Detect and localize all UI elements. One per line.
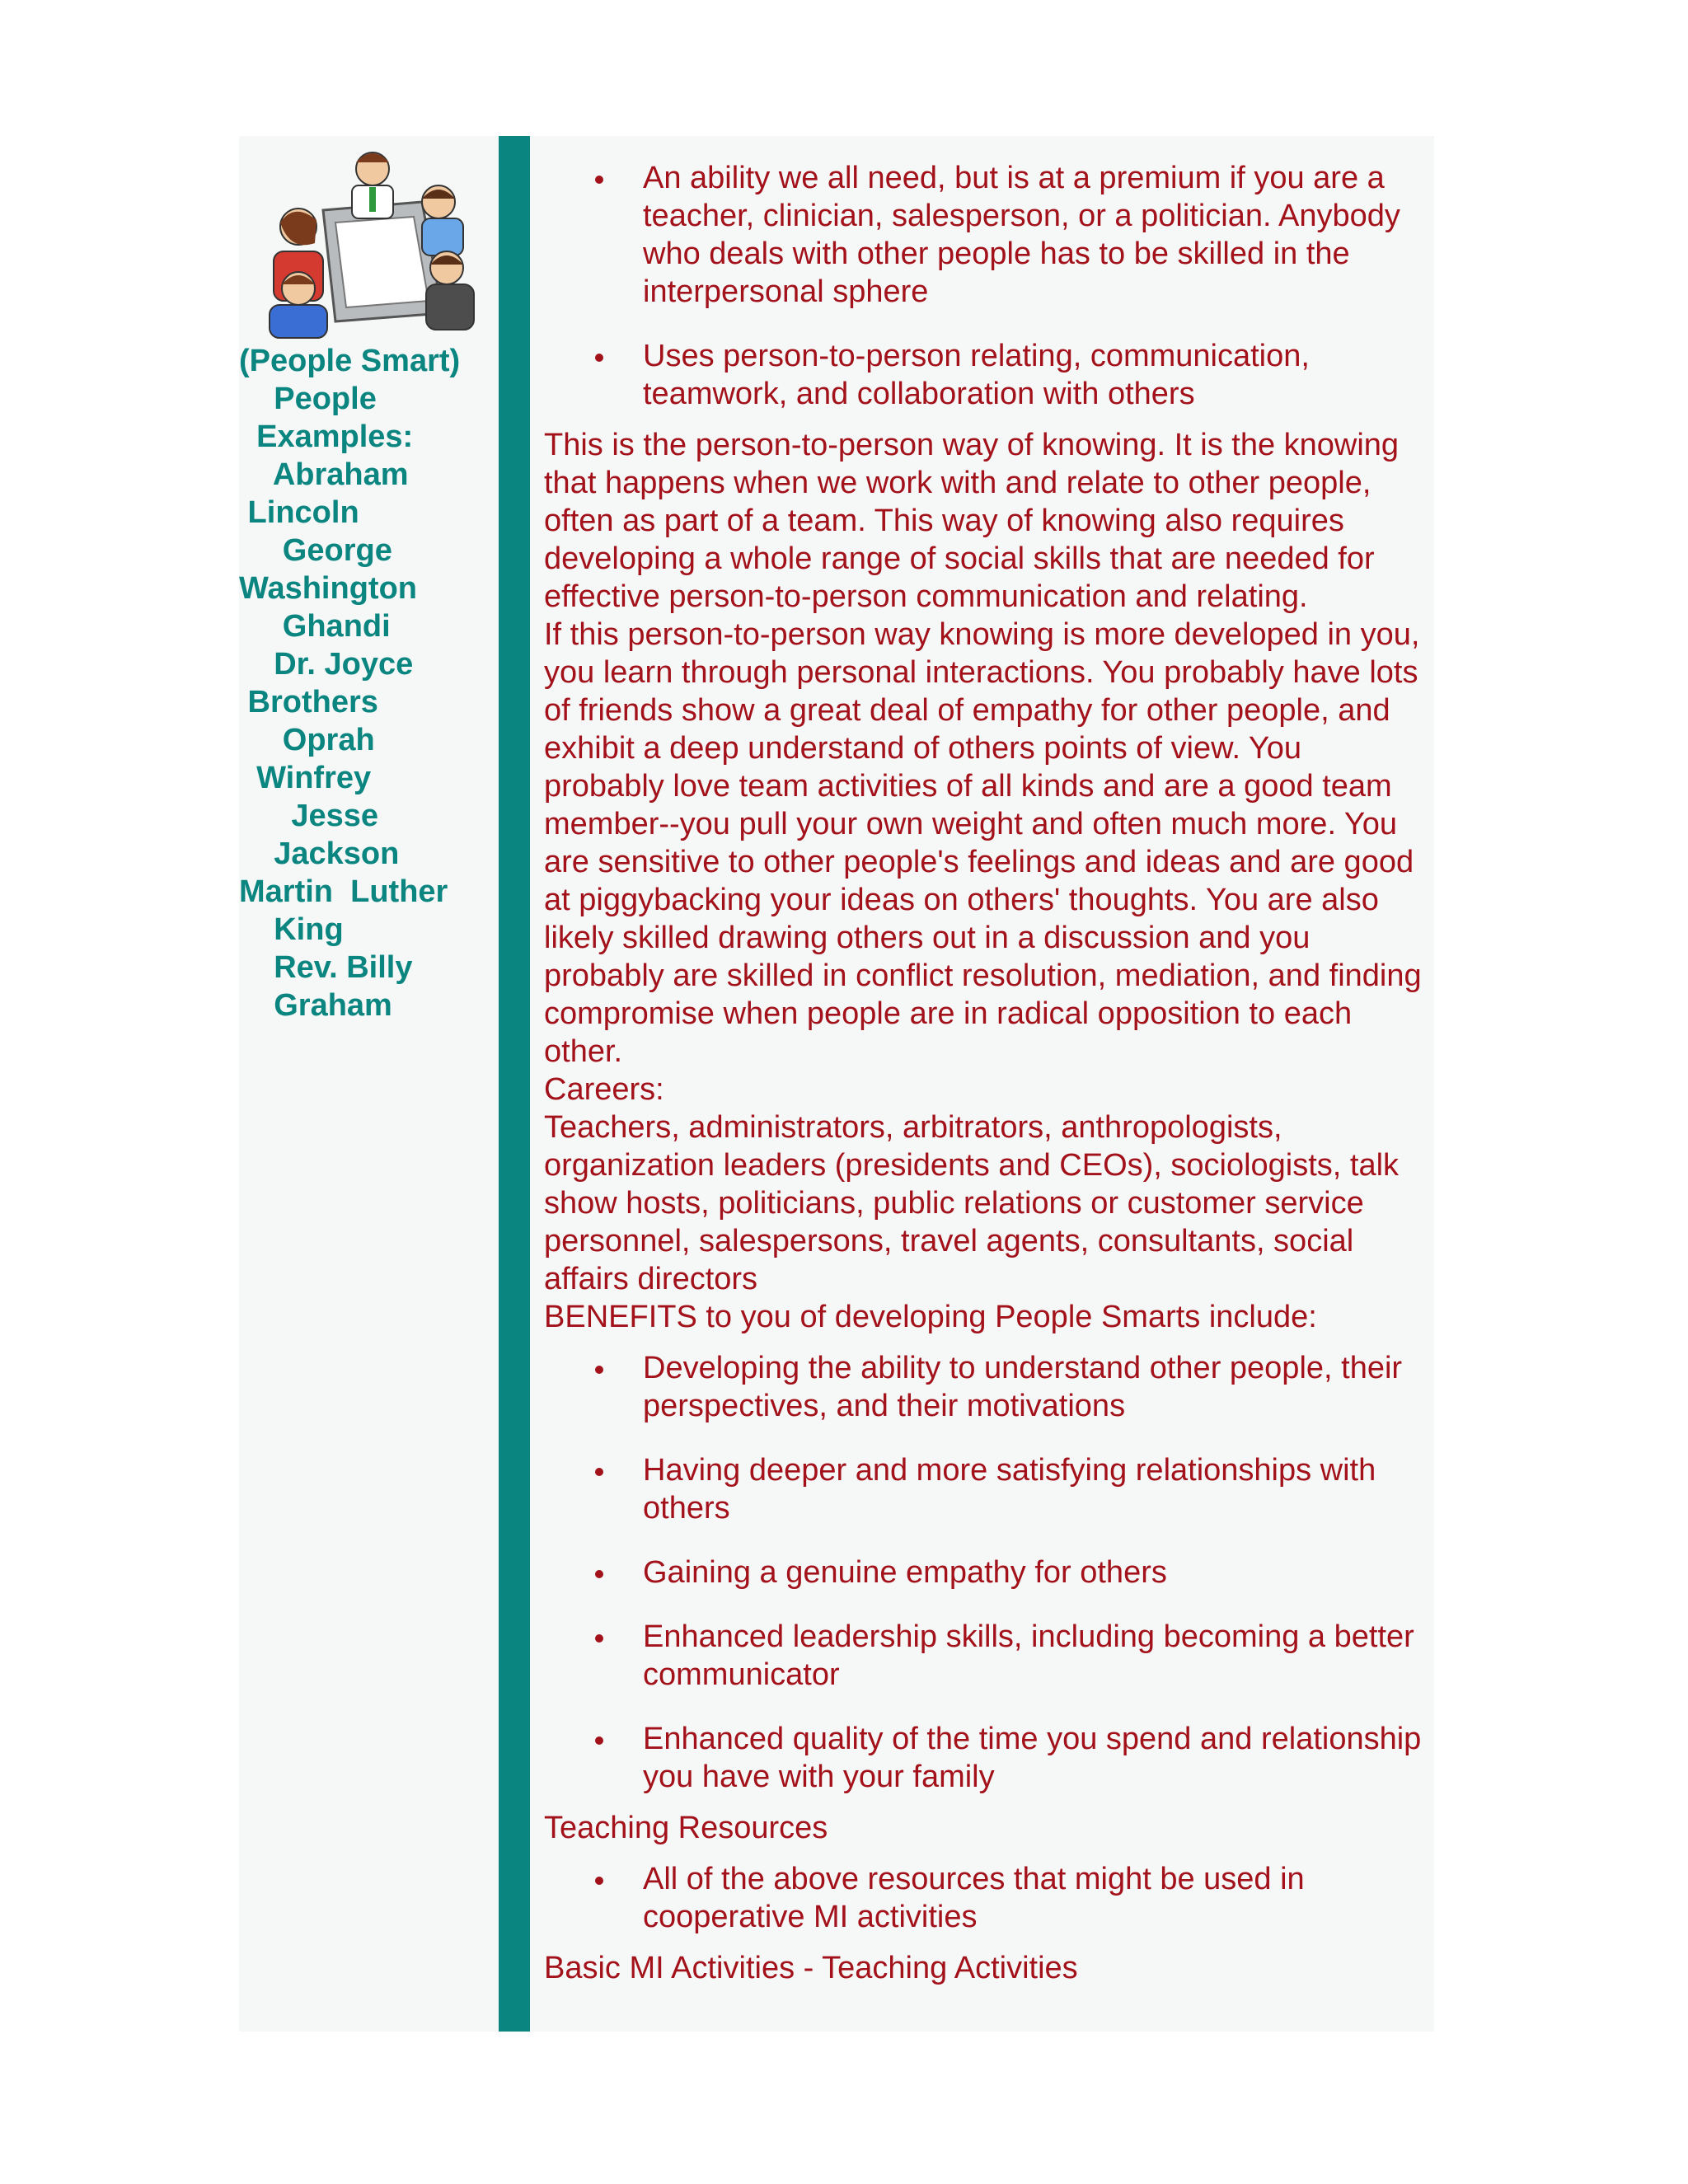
- sidebar-line: Ghandi: [239, 609, 391, 644]
- sidebar-line: Dr. Joyce: [239, 647, 414, 682]
- meeting-illustration-icon: [257, 144, 480, 342]
- sidebar-line: Jesse: [239, 799, 379, 833]
- sidebar-line: Washington: [239, 571, 417, 606]
- sidebar: [239, 136, 499, 2032]
- sidebar-line: (People Smart): [239, 344, 461, 378]
- sidebar-line: Martin Luther: [239, 874, 448, 909]
- intro-paragraph: This is the person-to-person way of knowing. It is the knowing that happens when we work with and relate to other people, often as part of a team. This way of knowing also requires developing a whole range of social skills that are needed for effective person-to-person communication and relating.: [544, 428, 1400, 614]
- benefits-heading: BENEFITS to you of developing People Smarts include:: [544, 1300, 1317, 1334]
- resources-heading: Teaching Resources: [544, 1811, 828, 1845]
- list-item: Having deeper and more satisfying relationships with others: [544, 1451, 1426, 1527]
- sidebar-line: Lincoln: [239, 495, 359, 530]
- careers-text: Teachers, administrators, arbitrators, anthropologists, organization leaders (presidents and CEOs), sociologists, talk show hosts, politicians, public relations or customer service personnel, salespersons, travel agents, consultants, social affairs directors: [544, 1110, 1400, 1296]
- sidebar-line: King: [239, 912, 344, 947]
- people-examples-list: [239, 342, 499, 1024]
- list-item: Developing the ability to understand other people, their perspectives, and their motivations: [544, 1349, 1426, 1425]
- sidebar-line: Brothers: [239, 685, 378, 719]
- sidebar-line: Jackson: [239, 837, 400, 871]
- sidebar-line: People: [239, 382, 377, 416]
- description-paragraph: If this person-to-person way knowing is more developed in you, you learn through personal interactions. You probably have lots of friends show a great deal of empathy for other people, and exhibit a deep understand of others points of view. You probably love team activities of all kinds and are a good team member--you pull your own weight and often much more. You are sensitive to other people's feelings and ideas and are good at piggybacking your ideas on others' thoughts. You are also likely skilled drawing others out in a discussion and you probably are skilled in conflict resolution, mediation, and finding compromise when people are in radical opposition to each other.: [544, 617, 1422, 1069]
- teaching-activities-link[interactable]: Basic MI Activities - Teaching Activities: [544, 1951, 1078, 1985]
- sidebar-line: Graham: [239, 988, 392, 1023]
- sidebar-line: Oprah: [239, 723, 375, 757]
- page-content: [239, 136, 1434, 2032]
- sidebar-line: Examples:: [239, 419, 414, 454]
- list-item: All of the above resources that might be used in cooperative MI activities: [544, 1860, 1426, 1936]
- list-item: Uses person-to-person relating, communication, teamwork, and collaboration with others: [544, 337, 1426, 413]
- sidebar-line: George: [239, 533, 392, 568]
- careers-heading: Careers:: [544, 1072, 664, 1107]
- intro-bullet-list: [544, 159, 1426, 413]
- column-divider: [499, 136, 530, 2032]
- benefits-list: [544, 1349, 1426, 1796]
- sidebar-line: Winfrey: [239, 761, 372, 795]
- sidebar-line: Abraham: [239, 457, 409, 492]
- sidebar-line: Rev. Billy: [239, 950, 413, 985]
- list-item: Enhanced quality of the time you spend and relationship you have with your family: [544, 1720, 1426, 1796]
- list-item: An ability we all need, but is at a premium if you are a teacher, clinician, salesperson, or a politician. Anybody who deals with other people has to be skilled in the interpersonal sphere: [544, 159, 1426, 311]
- list-item: Enhanced leadership skills, including becoming a better communicator: [544, 1618, 1426, 1694]
- main-content: [544, 159, 1426, 1987]
- resources-list: [544, 1860, 1426, 1936]
- list-item: Gaining a genuine empathy for others: [544, 1554, 1426, 1591]
